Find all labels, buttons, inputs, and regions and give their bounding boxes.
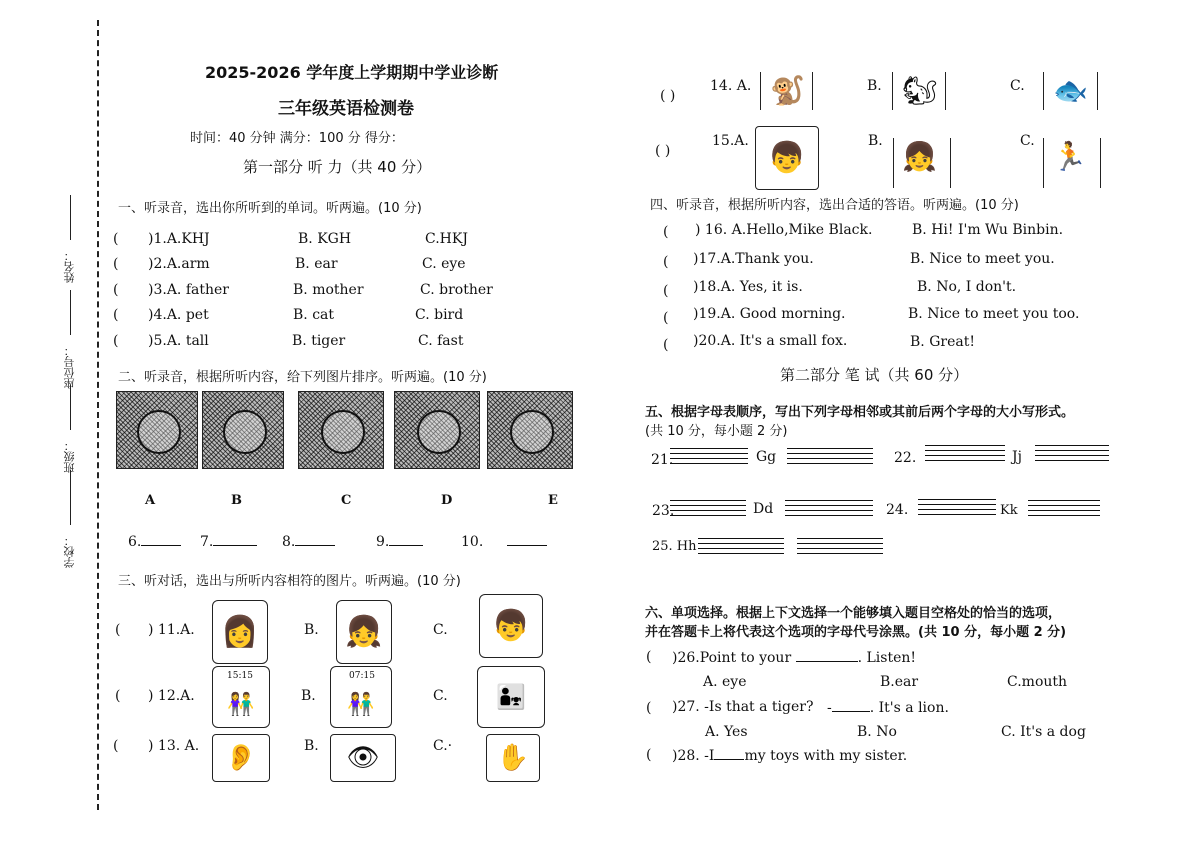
q25-label: 25. Hh [652, 539, 697, 554]
q3-b: B. mother [293, 282, 364, 298]
answer-paren[interactable]: ( [646, 700, 652, 716]
picture-11a: 👩 [212, 600, 268, 664]
answer-paren[interactable]: ( [646, 747, 652, 763]
answer-paren[interactable]: ( [113, 256, 119, 272]
q13-c: C.· [433, 738, 453, 754]
answer-paren[interactable]: ( [663, 283, 669, 299]
school-blank-line [70, 470, 71, 525]
q24-label: 24. [886, 502, 909, 518]
q19-b: B. Nice to meet you too. [908, 306, 1080, 322]
answer-paren[interactable]: ( [113, 282, 119, 298]
q12-c: C. [433, 688, 448, 704]
order-blank-10[interactable]: 10. [461, 533, 547, 550]
name-blank-line [70, 195, 71, 240]
image-letter-e: E [548, 493, 558, 508]
q25-writing-lines-right[interactable] [797, 538, 883, 558]
picture-14a-icon: 🐒 [770, 74, 805, 107]
hand-picture: ✋ [486, 734, 540, 782]
name-label: 姓名： [63, 250, 76, 283]
answer-paren[interactable]: ( [113, 231, 119, 247]
q24-writing-lines-right[interactable] [1028, 500, 1100, 520]
picture-border [950, 138, 951, 188]
picture-border [1097, 72, 1098, 110]
answer-paren[interactable]: ( [113, 333, 119, 349]
sec4-heading: 四、听录音，根据所听内容，选出合适的答语。听两遍。(10 分) [650, 198, 1019, 213]
answer-paren[interactable]: ( [113, 738, 119, 754]
q28-blank[interactable] [714, 747, 744, 760]
q23-label: 23. [652, 503, 675, 519]
q17-b: B. Nice to meet you. [910, 251, 1055, 267]
q22-label: 22. [894, 450, 917, 466]
q1-c: C.HKJ [425, 231, 468, 247]
q18-b: B. No, I don't. [917, 279, 1017, 295]
q27-dash: - [827, 700, 832, 716]
part2-heading: 第二部分 笔 试（共 60 分） [780, 366, 969, 384]
q14-c: C. [1010, 78, 1025, 94]
image-letter-a: A [145, 493, 156, 508]
picture-border [945, 72, 946, 110]
ear-picture: 👂 [212, 734, 270, 782]
picture-12c: 👨‍👧 [477, 666, 545, 728]
q11-b: B. [304, 622, 319, 638]
q3-a: )3.A. father [148, 282, 229, 298]
q17-a: )17.A.Thank you. [693, 251, 814, 267]
sec2-heading: 二、听录音，根据所听内容，给下列图片排序。听两遍。(10 分) [118, 370, 487, 385]
q13-b: B. [304, 738, 319, 754]
sec1-heading: 一、听录音，选出你所听到的单词。听两遍。(10 分) [118, 201, 422, 216]
sorting-image-e [487, 391, 573, 469]
sec3-heading: 三、听对话，选出与所听内容相符的图片。听两遍。(10 分) [118, 574, 461, 589]
sec6-heading: 六、单项选择。根据上下文选择一个能够填入题目空格处的恰当的选项， [645, 606, 1062, 621]
q5-b: B. tiger [292, 333, 346, 349]
q26-blank[interactable] [796, 649, 858, 662]
picture-12b: 07:15 👫 [330, 666, 392, 728]
q15-b: B. [868, 133, 883, 149]
letter-dd: Dd [753, 501, 774, 517]
sec6-heading2: 并在答题卡上将代表这个选项的字母代号涂黑。(共 10 分，每小题 2 分) [645, 625, 1067, 640]
sorting-image-c [298, 391, 384, 469]
image-letter-c: C [341, 493, 352, 508]
q27-option-c[interactable]: C. It's a dog [1001, 724, 1086, 740]
class-blank-line [70, 385, 71, 430]
answer-paren[interactable]: ( [663, 310, 669, 326]
order-blank-7[interactable]: 7. [200, 533, 257, 550]
q22-writing-lines-right[interactable] [1035, 445, 1109, 465]
picture-border [1100, 138, 1101, 188]
school-label: 学校： [63, 535, 76, 568]
answer-paren[interactable]: ( [663, 224, 669, 240]
picture-border [892, 72, 893, 110]
binding-dashed-line [97, 20, 99, 810]
q11-label: ) 11.A. [148, 622, 195, 638]
q26-option-a[interactable]: A. eye [703, 674, 747, 690]
clock-time-b: 07:15 [349, 671, 375, 681]
answer-paren[interactable]: ( [646, 649, 652, 665]
answer-paren[interactable]: ( [663, 337, 669, 353]
answer-paren[interactable]: ( [663, 254, 669, 270]
letter-jj: Jj [1012, 449, 1022, 465]
seat-label: 座位号： [63, 345, 76, 389]
q19-a: )19.A. Good morning. [693, 306, 846, 322]
q21-label: 21. [651, 452, 674, 468]
q4-a: )4.A. pet [148, 307, 209, 323]
q27-stem: )27. -Is that a tiger? [672, 699, 814, 715]
q21-writing-lines-left[interactable] [670, 448, 748, 468]
answer-paren[interactable]: ( [113, 307, 119, 323]
q5-a: )5.A. tall [148, 333, 209, 349]
q24-writing-lines-left[interactable] [918, 499, 996, 519]
q15-label: 15.A. [712, 133, 749, 149]
picture-12a: 15:15 👫 [212, 666, 270, 728]
clock-time-a: 15:15 [227, 671, 253, 681]
q23-writing-lines-right[interactable] [785, 500, 873, 520]
q2-b: B. ear [295, 256, 338, 272]
q1-a: )1.A.KHJ [148, 231, 210, 247]
answer-paren[interactable]: ( [115, 622, 121, 638]
q20-a: )20.A. It's a small fox. [693, 333, 848, 349]
picture-border [1043, 138, 1044, 188]
picture-14b-icon: 🐿 [902, 74, 938, 107]
q26-option-c[interactable]: C.mouth [1007, 674, 1068, 690]
q14-paren[interactable]: ( ) [660, 88, 676, 104]
exam-info: 时间：40 分钟 满分：100 分 得分： [190, 131, 404, 146]
picture-border [893, 138, 894, 188]
sec5-sub: (共 10 分，每小题 2 分) [645, 424, 788, 439]
q25-writing-lines-left[interactable] [698, 538, 784, 558]
q4-b: B. cat [293, 307, 335, 323]
picture-border [1043, 72, 1044, 110]
picture-15c-icon: 🏃 [1052, 140, 1087, 173]
q11-c: C. [433, 622, 448, 638]
q5-c: C. fast [418, 333, 464, 349]
sec5-heading: 五、根据字母表顺序，写出下列字母相邻或其前后两个字母的大小写形式。 [645, 405, 1075, 420]
order-blank-8[interactable]: 8. [282, 533, 335, 550]
q16-b: B. Hi! I'm Wu Binbin. [912, 222, 1064, 238]
q27-end: . It's a lion. [869, 700, 949, 716]
q13-label: ) 13. A. [148, 738, 200, 754]
q26-option-b[interactable]: B.ear [880, 674, 919, 690]
q27-blank[interactable] [832, 699, 870, 712]
class-label: 班级： [63, 440, 76, 473]
q22-writing-lines-left[interactable] [925, 445, 1005, 465]
q12-b: B. [301, 688, 316, 704]
sorting-image-d [394, 391, 480, 469]
q14-b: B. [867, 78, 882, 94]
q28-stem [672, 747, 907, 764]
letter-kk: Kk [1000, 503, 1018, 518]
seat-blank-line [70, 290, 71, 335]
answer-paren[interactable]: ( [115, 688, 121, 704]
q27-option-a[interactable]: A. Yes [705, 724, 748, 740]
q12-label: ) 12.A. [148, 688, 195, 704]
q27-answer [827, 699, 949, 716]
letter-gg: Gg [756, 449, 777, 465]
q26-end: . Listen! [857, 650, 917, 666]
q15-paren[interactable]: ( ) [655, 143, 671, 159]
q28-text: )28. -I [672, 748, 715, 764]
q15-c: C. [1020, 133, 1035, 149]
q20-b: B. Great! [910, 334, 975, 350]
q2-c: C. eye [422, 256, 466, 272]
q28-end: my toys with my sister. [744, 748, 908, 764]
q26-stem [672, 649, 916, 666]
part1-heading: 第一部分 听 力（共 40 分） [243, 158, 432, 176]
picture-border [760, 72, 761, 110]
q4-c: C. bird [415, 307, 464, 323]
q26-text: )26.Point to your [672, 650, 792, 666]
picture-11c: 👦 [479, 594, 543, 658]
picture-11b: 👧 [336, 600, 392, 664]
picture-15a: 👦 [755, 126, 819, 190]
q16-a: ) 16. A.Hello,Mike Black. [695, 222, 873, 238]
q1-b: B. KGH [298, 231, 352, 247]
picture-15b-icon: 👧 [902, 140, 937, 173]
order-blank-9[interactable]: 9. [376, 533, 423, 550]
sorting-image-a [116, 391, 198, 469]
order-blank-6[interactable]: 6. [128, 533, 181, 550]
picture-border [812, 72, 813, 110]
picture-14c-icon: 🐟 [1053, 74, 1088, 107]
eye-picture: 👁 [330, 734, 396, 782]
q23-writing-lines-left[interactable] [670, 500, 746, 520]
q21-writing-lines-right[interactable] [787, 448, 873, 468]
exam-subtitle: 三年级英语检测卷 [278, 99, 414, 119]
sorting-image-b [202, 391, 284, 469]
q14-label: 14. A. [710, 78, 752, 94]
exam-title: 2025-2026 学年度上学期期中学业诊断 [205, 63, 499, 82]
q2-a: )2.A.arm [148, 256, 210, 272]
q18-a: )18.A. Yes, it is. [693, 279, 803, 295]
q27-option-b[interactable]: B. No [857, 724, 897, 740]
image-letter-d: D [441, 493, 453, 508]
q3-c: C. brother [420, 282, 493, 298]
image-letter-b: B [231, 493, 242, 508]
